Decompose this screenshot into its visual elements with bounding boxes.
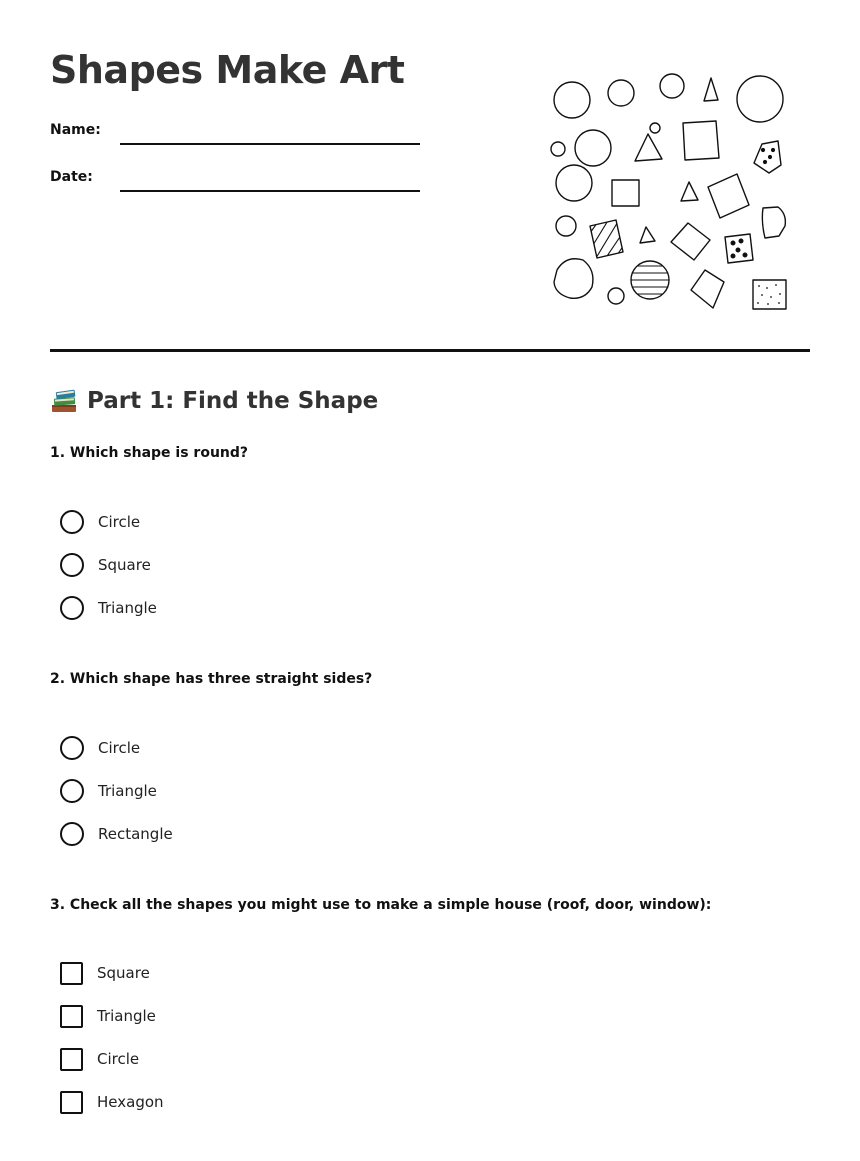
option-label: Circle <box>97 1050 140 1068</box>
circle-shape <box>551 142 565 156</box>
page-title: Shapes Make Art <box>50 48 405 92</box>
books-icon <box>50 388 78 414</box>
checkbox[interactable] <box>60 1005 83 1028</box>
square-shape <box>612 180 639 206</box>
radio-button[interactable] <box>60 553 84 577</box>
circle-shape <box>556 165 592 201</box>
circle-shape <box>608 80 634 106</box>
circle-shape <box>660 74 684 98</box>
option-label: Triangle <box>98 782 157 800</box>
checkbox[interactable] <box>60 1048 83 1071</box>
option-label: Circle <box>98 513 141 531</box>
name-line[interactable] <box>120 143 420 145</box>
radio-button[interactable] <box>60 510 84 534</box>
blob-shape <box>554 259 593 299</box>
square-shape <box>683 121 719 160</box>
circle-shape <box>608 288 624 304</box>
q1-option-triangle[interactable] <box>60 595 157 621</box>
question-1: 1. Which shape is round? <box>50 445 249 461</box>
question-3: 3. Check all the shapes you might use to make a simple house (roof, door, window): <box>50 897 712 913</box>
option-label: Hexagon <box>97 1093 164 1111</box>
option-label: Square <box>97 964 150 982</box>
kite-shape <box>691 270 724 308</box>
triangle-shape <box>681 182 698 201</box>
rounded-shape <box>762 207 785 238</box>
hexagon-shape <box>754 141 781 173</box>
radio-button[interactable] <box>60 736 84 760</box>
name-label: Name: <box>50 122 101 138</box>
section-title <box>50 388 378 414</box>
diamond-shape <box>671 223 710 260</box>
circle-shape <box>650 123 660 133</box>
date-line[interactable] <box>120 190 420 192</box>
option-label: Triangle <box>98 599 157 617</box>
circle-shape <box>556 216 576 236</box>
speckled-square-shape <box>753 280 786 309</box>
shapes-doodle-illustration <box>540 66 800 322</box>
option-label: Square <box>98 556 151 574</box>
checkbox[interactable] <box>60 1091 83 1114</box>
q1-option-circle[interactable] <box>60 509 140 535</box>
checkbox[interactable] <box>60 962 83 985</box>
square-shape <box>708 174 749 218</box>
date-label: Date: <box>50 169 93 185</box>
triangle-shape <box>635 134 662 161</box>
circle-shape <box>737 76 783 122</box>
option-label: Rectangle <box>98 825 173 843</box>
header-divider <box>50 349 810 352</box>
q1-option-square[interactable] <box>60 552 151 578</box>
q3-option-triangle[interactable] <box>60 1003 156 1029</box>
circle-shape <box>575 130 611 166</box>
option-label: Triangle <box>97 1007 156 1025</box>
question-2: 2. Which shape has three straight sides? <box>50 671 373 687</box>
q2-option-circle[interactable] <box>60 735 140 761</box>
triangle-shape <box>640 227 655 243</box>
section-title-text: Part 1: Find the Shape <box>87 388 379 414</box>
circle-shape <box>554 82 590 118</box>
q2-option-rectangle[interactable] <box>60 821 173 847</box>
option-label: Circle <box>98 739 141 757</box>
q3-option-circle[interactable] <box>60 1046 139 1072</box>
q2-option-triangle[interactable] <box>60 778 157 804</box>
q3-option-square[interactable] <box>60 960 150 986</box>
radio-button[interactable] <box>60 779 84 803</box>
q3-option-hexagon[interactable] <box>60 1089 164 1115</box>
radio-button[interactable] <box>60 822 84 846</box>
radio-button[interactable] <box>60 596 84 620</box>
triangle-shape <box>704 78 718 101</box>
